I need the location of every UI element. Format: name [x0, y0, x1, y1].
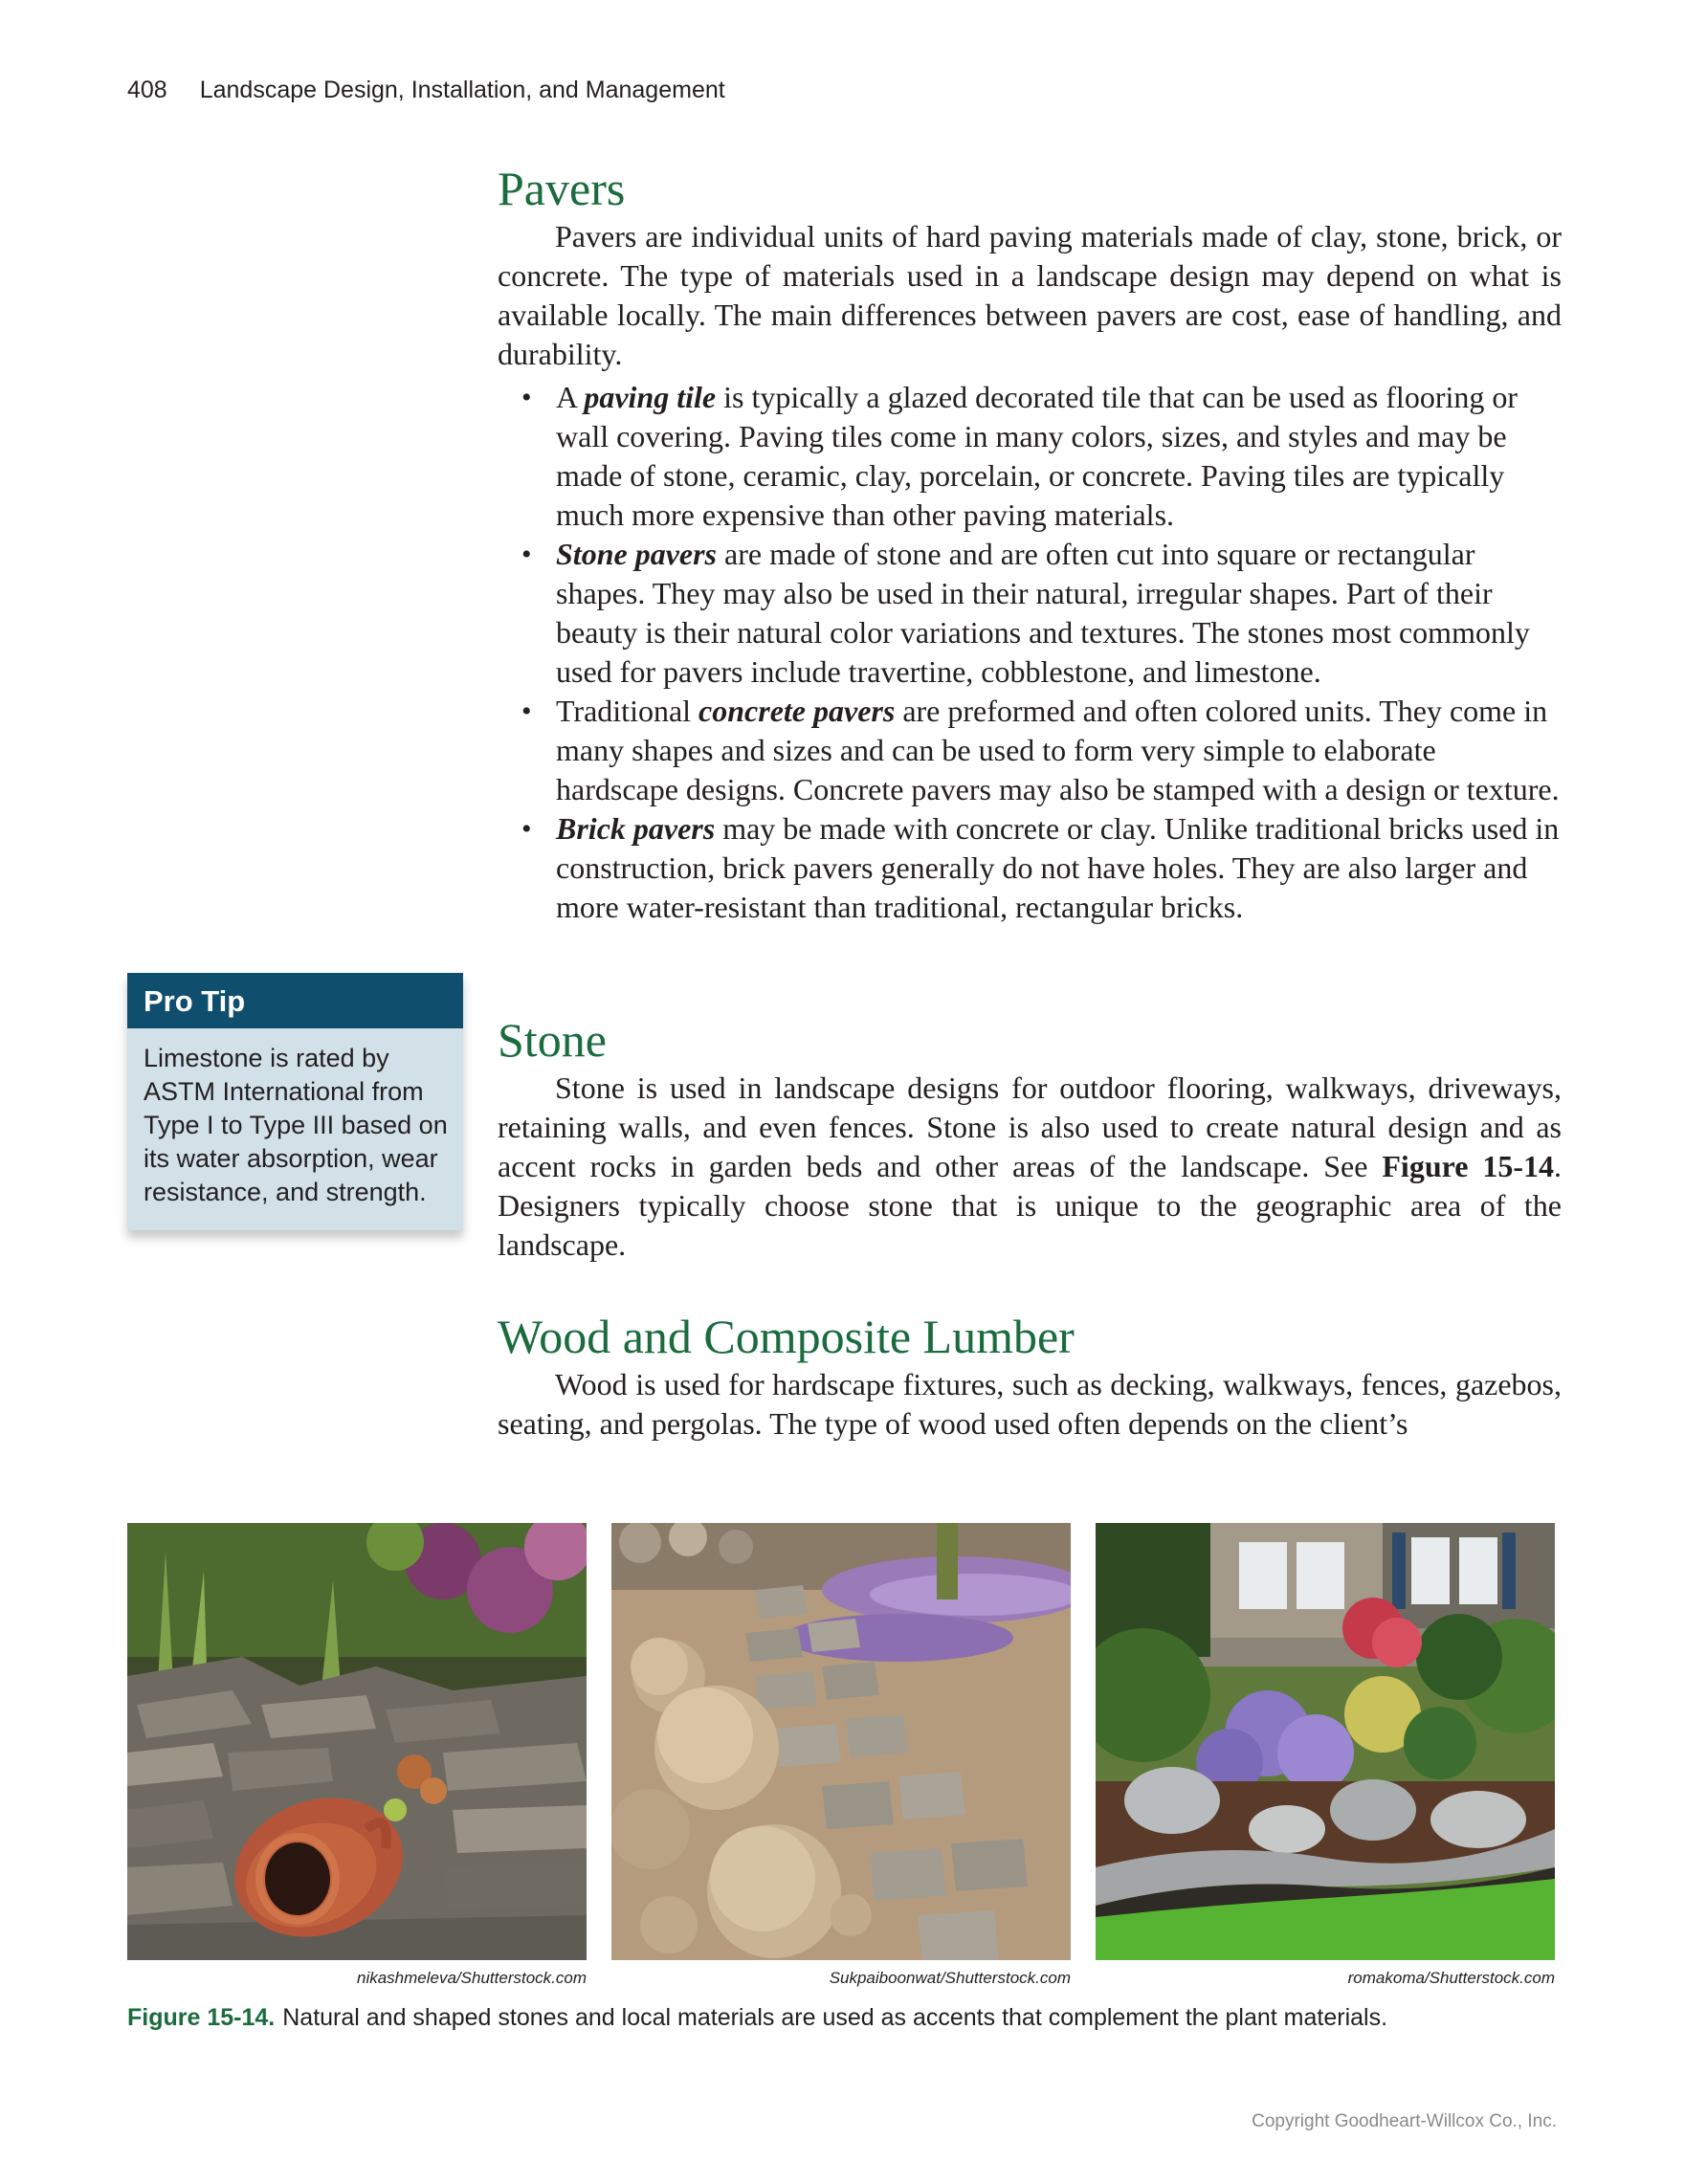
term-concrete-pavers: concrete pavers	[698, 694, 896, 728]
wood-paragraph: Wood is used for hardscape fixtures, such as decking, walkways, fences, gazebos, seating, and pergolas. The type of wood used often depends on the client’s	[498, 1367, 1562, 1441]
bullet-paving-tile: • A paving tile is typically a glazed decorated tile that can be used as flooring or wall covering. Paving tiles come in many colors, sizes, and styles and may be made of stone, ceramic, clay, porcelain, or concrete. Paving tiles are typically much more expensive than other paving materials.	[556, 378, 1562, 535]
page-number: 408	[127, 77, 167, 103]
photo-stone-path-spheres	[611, 1523, 1071, 1960]
term-stone-pavers: Stone pavers	[556, 537, 717, 571]
photo-rock-wall-clay-pot	[127, 1523, 587, 1960]
running-title: Landscape Design, Installation, and Management	[199, 77, 725, 103]
pro-tip-title: Pro Tip	[127, 973, 463, 1028]
term-paving-tile: paving tile	[584, 380, 717, 414]
copyright-notice: Copyright Goodheart-Willcox Co., Inc.	[1252, 2111, 1557, 2131]
pro-tip-box	[127, 973, 463, 1230]
photo-credit-1: nikashmeleva/Shutterstock.com	[357, 1969, 587, 1987]
stone-paragraph: Stone is used in landscape designs for outdoor flooring, walkways, driveways, retaining walls, and even fences. Stone is also used to create natural design and as accent rocks in garden beds and other areas of the landscape. See Figure 15-14. Designers typically choose stone that is unique to the geographic area of the landscape.	[498, 1070, 1563, 1262]
pavers-heading: Pavers	[498, 162, 626, 215]
bullet-stone-pavers: • Stone pavers are made of stone and are often cut into square or rectangular shapes. They may also be used in their natural, irregular shapes. Part of their beauty is their natural color variations and textures. The stones most commonly used for pavers include travertine, cobblestone, and limestone.	[556, 535, 1562, 692]
bullet-brick-pavers: • Brick pavers may be made with concrete or clay. Unlike traditional bricks used in construction, brick pavers generally do not have holes. They are also larger and more water-resistant than traditional, rectangular bricks.	[556, 809, 1562, 927]
figure-caption-text: Natural and shaped stones and local materials are used as accents that complement the plant materials.	[282, 2004, 1388, 2031]
wood-heading: Wood and Composite Lumber	[498, 1310, 1075, 1363]
wood-section	[498, 1311, 1562, 1444]
pro-tip-text: Limestone is rated by ASTM International from Type I to Type III based on its water absorption, wear resistance, and strength.	[144, 1044, 448, 1206]
running-head	[127, 77, 725, 104]
figure-reference: Figure 15-14	[1382, 1149, 1555, 1183]
garden-bed-illustration	[1096, 1523, 1555, 1960]
photo-credit-2: Sukpaiboonwat/Shutterstock.com	[829, 1969, 1071, 1987]
pavers-bullet-list	[498, 378, 1562, 927]
pavers-intro: Pavers are individual units of hard paving materials made of clay, stone, brick, or concrete. The type of materials used in a landscape design may depend on what is available locally. The main differences between pavers are cost, ease of handling, and durability.	[498, 219, 1562, 371]
rock-wall-pot-illustration	[127, 1523, 587, 1960]
pavers-section	[498, 163, 1562, 927]
stone-section	[498, 1014, 1562, 1265]
stone-path-illustration	[611, 1523, 1071, 1960]
figure-label: Figure 15-14.	[127, 2004, 276, 2031]
stone-heading: Stone	[498, 1013, 607, 1067]
term-brick-pavers: Brick pavers	[556, 811, 716, 846]
figure-caption	[127, 2004, 1563, 2032]
bullet-concrete-pavers: • Traditional concrete pavers are preformed and often colored units. They come in many shapes and sizes and can be used to form very simple to elaborate hardscape designs. Concrete pavers may also be stamped with a design or texture.	[556, 692, 1562, 809]
photo-garden-bed-boulders	[1096, 1523, 1555, 1960]
photo-credit-3: romakoma/Shutterstock.com	[1347, 1969, 1555, 1987]
